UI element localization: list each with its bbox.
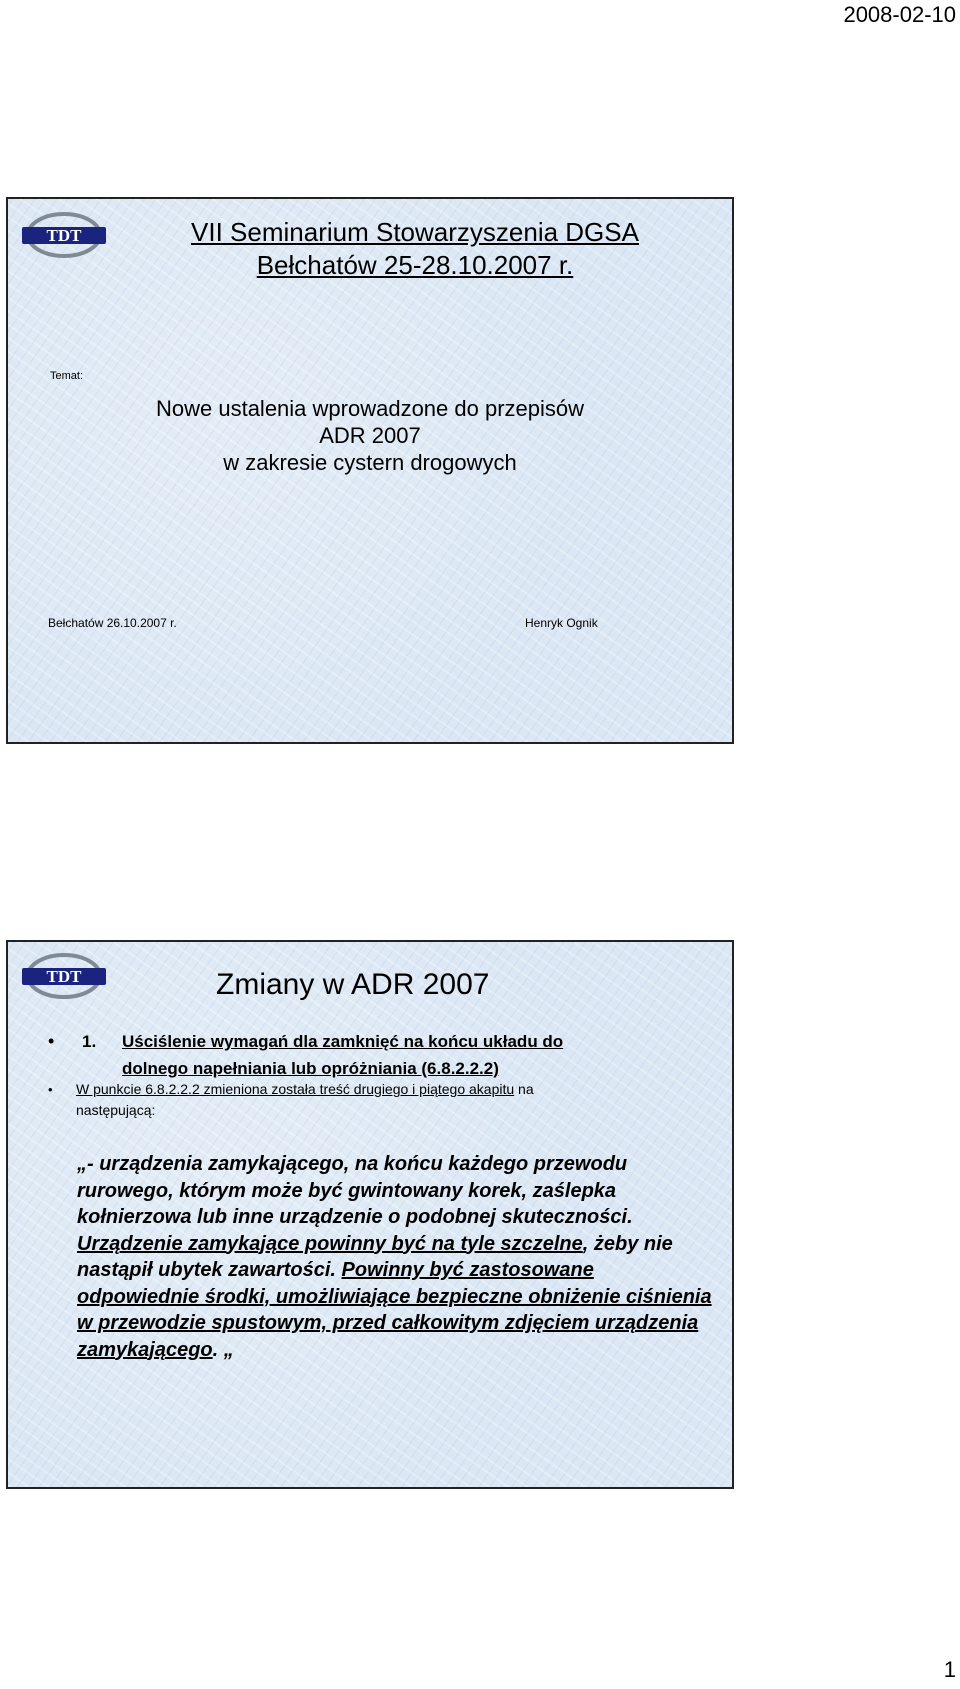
slide-footer-author: Henryk Ognik: [525, 616, 598, 630]
seminar-title: [8, 216, 732, 282]
svg-text:TDT: TDT: [46, 226, 82, 245]
intro-underlined: W punkcie 6.8.2.2.2 zmieniona została treść drugiego i piątego akapitu: [76, 1081, 515, 1097]
quote-text-2: , żeby nie nastąpił ubytek zawartości.: [77, 1232, 673, 1281]
page-date: 2008-02-10: [843, 2, 956, 27]
item-text-line1: Uściślenie wymagań dla zamknięć na końcu układu do: [122, 1032, 564, 1051]
intro-rest: na: [514, 1081, 534, 1097]
intro-line2: następującą:: [76, 1102, 156, 1118]
topic-line: Nowe ustalenia wprowadzone do przepisów: [155, 396, 585, 421]
item-number: 1.: [82, 1032, 97, 1051]
quote-underlined-1: Urządzenie zamykające powinny być na tyle szczelne: [77, 1232, 583, 1255]
list-item-1: [82, 1028, 712, 1082]
topic-text: [8, 395, 732, 476]
temat-label: Temat:: [50, 370, 84, 382]
topic-line: w zakresie cystern drogowych: [223, 450, 517, 475]
bullet-icon: •: [48, 1082, 53, 1097]
slide-2: [6, 940, 734, 1489]
page-number: 1: [943, 1657, 956, 1682]
quote-paragraph: [77, 1151, 717, 1363]
svg-text:TDT: TDT: [46, 967, 82, 986]
quote-underlined-2: Powinny być zastosowane odpowiednie środki, umożliwiające bezpieczne obniżenie ciśnienia w przewodzie spustowym, przed całkowitym zdjęciem urządzenia zamykającego: [77, 1259, 712, 1361]
seminar-title-line1: VII Seminarium Stowarzyszenia DGSA: [191, 217, 639, 247]
seminar-title-line2: Bełchatów 25-28.10.2007 r.: [256, 250, 574, 280]
intro-paragraph: [76, 1079, 716, 1121]
bullet-icon: •: [48, 1031, 55, 1051]
topic-line: ADR 2007: [319, 423, 421, 448]
quote-end: . „: [212, 1338, 234, 1361]
quote-text-1: „- urządzenia zamykającego, na końcu każdego przewodu rurowego, którym może być gwintowany korek, zaślepka kołnierzowa lub inne urządzenie o podobnej skuteczności.: [77, 1153, 633, 1228]
slide-1: [6, 197, 734, 744]
item-text-line2: dolnego napełniania lub opróżniania (6.8.2.2.2): [122, 1059, 499, 1078]
slide-title: Zmiany w ADR 2007: [216, 968, 490, 1001]
slide-footer-date: Bełchatów 26.10.2007 r.: [48, 616, 177, 630]
tdt-logo: [18, 952, 110, 1000]
